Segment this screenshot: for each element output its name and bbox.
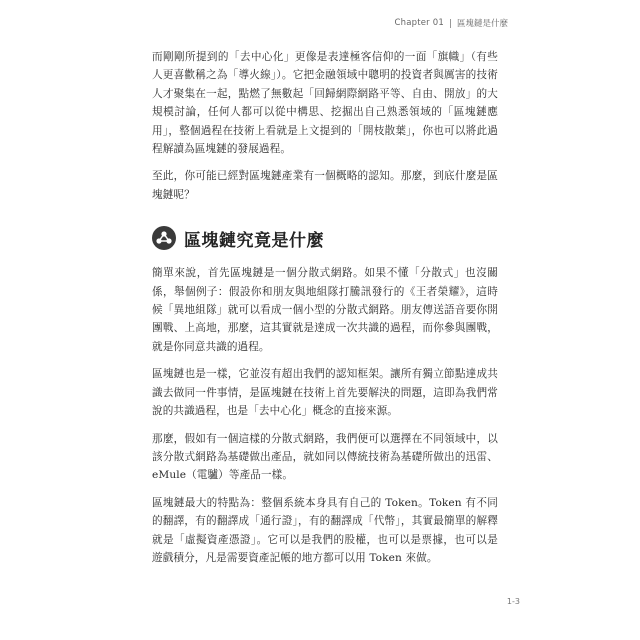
- section-title: 區塊鏈究竟是什麼: [184, 230, 324, 251]
- body-paragraph: 區塊鏈最大的特點為：整個系統本身具有自己的 Token。Token 有不同的翻譯，有的翻譯成「通行證」，有的翻譯成「代幣」，其實最簡單的解釋就是「虛擬資產憑證」。它可以是我們的股權，也可以是票據，也可以是遊戲積分，凡是需要資產記帳的地方都可以用 Token 來做。: [152, 496, 498, 564]
- body-paragraph: 簡單來說，首先區塊鏈是一個分散式網路。如果不懂「分散式」也沒關係，舉個例子：假設你和朋友與地組隊打騰訊發行的《王者榮耀》，這時候「異地組隊」就可以看成一個小型的分散式網路。朋友傳送語音要你開團戰、上高地，那麼，這其實就是達成一次共識的過程，而你參與團戰，就是你同意共識的過程。: [152, 267, 498, 353]
- body-paragraph: 至此，你可能已經對區塊鏈產業有一個概略的認知。那麼，到底什麼是區塊鏈呢？: [152, 170, 498, 201]
- section-heading: [152, 224, 498, 252]
- running-header: [394, 17, 508, 29]
- chapter-label: Chapter 01: [394, 18, 444, 28]
- network-nodes-icon: [152, 226, 176, 250]
- body-paragraph: 那麼，假如有一個這樣的分散式網路，我們便可以選擇在不同領域中，以該分散式網路為基礎做出產品，就如同以傳統技術為基礎所做出的迅雷、eMule（電驢）等產品一樣。: [152, 432, 498, 482]
- body-paragraph: 而剛剛所提到的「去中心化」更像是表達極客信仰的一面「旗幟」（有些人更喜歡稱之為「導火線」）。它把金融領域中聰明的投資者與厲害的技術人才聚集在一起，點燃了無數起「回歸網際網路平等、自由、開放」的大規模討論，任何人都可以從中構思、挖掘出自己熟悉領域的「區塊鏈應用」，整個過程在技術上看就是上文提到的「開枝散葉」，你也可以將此過程解讀為區塊鏈的發展過程。: [152, 51, 498, 156]
- header-divider: [450, 19, 451, 28]
- page-number: 1-3: [506, 597, 520, 606]
- chapter-title: 區塊鏈是什麼: [456, 19, 508, 29]
- page-body: [152, 48, 498, 576]
- body-paragraph: 區塊鏈也是一樣，它並沒有超出我們的認知框架。讓所有獨立節點達成共識去做同一件事情，是區塊鏈在技術上首先要解決的問題，這即為我們常說的共識過程，也是「去中心化」概念的直接來源。: [152, 368, 498, 418]
